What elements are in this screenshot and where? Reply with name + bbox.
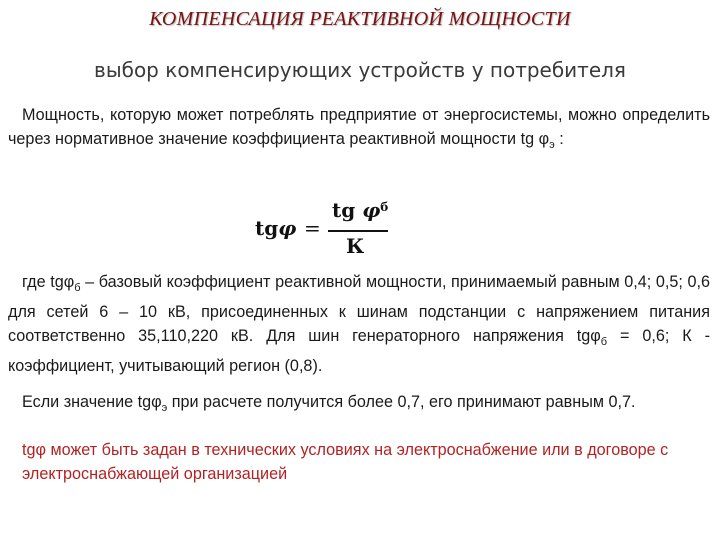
formula-lhs-phi: φ: [278, 216, 297, 240]
phi-symbol: φ: [63, 273, 75, 291]
paragraph-note-highlight: [22, 438, 710, 486]
note-text-a: tg: [22, 441, 36, 459]
phi-symbol: φ: [538, 130, 550, 148]
slide-title: КОМПЕНСАЦИЯ РЕАКТИВНОЙ МОЩНОСТИ: [149, 8, 571, 30]
subscript-b: б: [74, 282, 81, 295]
formula-num-sub: б: [380, 200, 389, 214]
intro-text: Мощность, которую может потреблять предприятие от энергосистемы, можно определить через нормативное значение коэффициента реактивной мощности tg: [8, 106, 710, 148]
paragraph-limit: [8, 390, 710, 420]
slide-subtitle: выбор компенсирующих устройств у потребителя: [94, 58, 626, 82]
formula-denominator: К: [346, 234, 365, 258]
formula-lhs-tg: tg: [255, 216, 279, 240]
subscript-e: э: [161, 402, 168, 415]
limit-text-a: Если значение tg: [22, 393, 152, 411]
formula-tg-phi: [0, 196, 720, 264]
subscript-e: э: [549, 139, 555, 152]
phi-symbol: φ: [35, 441, 47, 459]
def-text-b: – базовый коэффициент реактивной мощности, принимаемый равным 0,4; 0,5; 0,6 для сетей 6 – 10 кВ, присоединенных к шинам подстанции с напряжением питания соответственно 35,110,220 кВ. Для шин генераторного напряжения tg: [8, 273, 710, 346]
subscript-b: б: [600, 336, 608, 349]
intro-tail: :: [554, 130, 564, 148]
formula-lhs: [255, 216, 296, 240]
phi-symbol: φ: [590, 327, 601, 346]
fraction-bar: [328, 230, 388, 232]
formula-num-tg: tg: [332, 198, 363, 222]
formula-num-phi: φ: [362, 198, 381, 222]
limit-text-b: при расчете получится более 0,7, его принимают равным 0,7.: [167, 393, 636, 411]
def-text-c: = 0,6; К - коэффициент, учитывающий регион (0,8).: [8, 327, 710, 376]
formula-numerator: [332, 198, 388, 222]
phi-symbol: φ: [151, 393, 162, 411]
note-text-b: может быть задан в технических условиях на электроснабжение или в договоре с электроснабжающей организацией: [22, 441, 669, 483]
paragraph-definitions: [8, 270, 710, 378]
formula-equals: =: [304, 216, 321, 240]
paragraph-intro: [8, 103, 710, 157]
def-text-a: где tg: [22, 273, 64, 291]
